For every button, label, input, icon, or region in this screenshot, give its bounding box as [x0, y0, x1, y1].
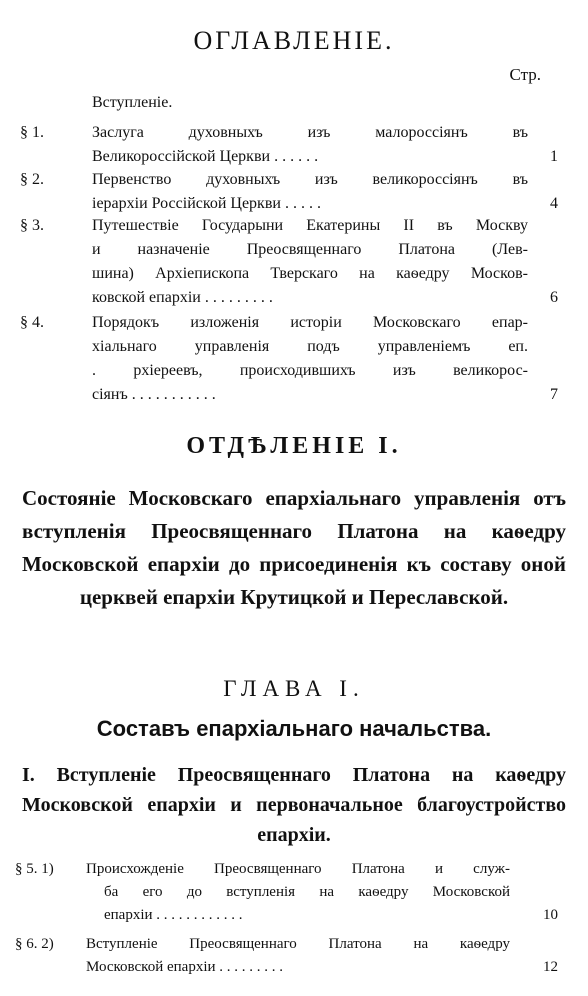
toc-entry-line: ба его до вступленія на каѳедру Московской	[104, 884, 510, 900]
toc-entry-text	[86, 858, 510, 927]
toc-entry-line: Происхожденіе Преосвященнаго Платона и служ-	[86, 861, 510, 877]
toc-entry-line: шина) Архіепископа Тверскаго на каѳедру Москов-	[92, 265, 528, 282]
toc-entry-line: ковской епархіи . . . . . . . . .	[92, 289, 273, 306]
toc-entry-line: Заслуга духовныхъ изъ малороссіянъ въ	[92, 124, 528, 141]
toc-intro: Вступленіе.	[92, 94, 173, 111]
toc-entry-line: Путешествіе Государыни Екатерины II въ Москву	[92, 217, 528, 234]
toc-entry-line: хіальнаго управленія подъ управленіемъ еп.	[92, 338, 528, 355]
toc-entry-text	[92, 168, 528, 216]
toc-entry-number: § 1.	[20, 124, 44, 141]
toc-entry-line: Московской епархіи . . . . . . . . .	[86, 959, 284, 975]
toc-entry-page: 12	[543, 959, 558, 975]
toc-entry-number: § 6. 2)	[15, 936, 54, 952]
toc-entry-page: 10	[543, 907, 558, 923]
chapter-title: Составъ епархіальнаго начальства.	[96, 716, 492, 741]
toc-entry-text	[92, 214, 528, 310]
section-description: Состояніе Московскаго епархіальнаго управленія отъ вступленія Преосвященнаго Платона на каѳедру Московской епархіи до присоединенія къ составу оной церквей епархіи Крутицкой и Переславской.	[22, 486, 566, 609]
toc-entry-page: 7	[550, 386, 558, 403]
toc-entry-number: § 2.	[20, 171, 44, 188]
toc-entry-line: . рхіереевъ, происходившихъ изъ великорос-	[92, 362, 528, 379]
toc-entry-line: епархіи . . . . . . . . . . . .	[104, 907, 243, 923]
toc-entry-page: 4	[550, 195, 558, 212]
section-heading: ОТДѢЛЕНІЕ I.	[186, 433, 402, 459]
toc-entry-text	[86, 933, 510, 979]
toc-entry-line: Порядокъ изложенія исторіи Московскаго епар-	[92, 314, 528, 331]
toc-entry-line: Вступленіе Преосвященнаго Платона на каѳедру	[86, 936, 510, 952]
toc-entry-line: іерархіи Россійской Церкви . . . . .	[92, 195, 321, 212]
toc-entry-number: § 4.	[20, 314, 44, 331]
toc-entry-text	[92, 311, 528, 407]
toc-entry-number: § 5. 1)	[15, 861, 54, 877]
toc-entry-line: Великороссійской Церкви . . . . . .	[92, 148, 319, 165]
page-title: ОГЛАВЛЕНІЕ.	[193, 26, 395, 55]
toc-entry-line: сіянъ . . . . . . . . . . .	[92, 386, 216, 403]
toc-entry-text	[92, 121, 528, 169]
toc-entry-page: 1	[550, 148, 558, 165]
toc-entry-number: § 3.	[20, 217, 44, 234]
toc-entry-line: Первенство духовныхъ изъ великороссіянъ въ	[92, 171, 528, 188]
toc-entry-page: 6	[550, 289, 558, 306]
toc-entry-line: и назначеніе Преосвященнаго Платона (Лев-	[92, 241, 528, 258]
subsection-title: I. Вступленіе Преосвященнаго Платона на каѳедру Московской епархіи и первоначальное благоустройство епархіи.	[22, 764, 566, 846]
page-column-label: Стр.	[509, 65, 541, 84]
chapter-heading: ГЛАВА I.	[223, 676, 365, 701]
